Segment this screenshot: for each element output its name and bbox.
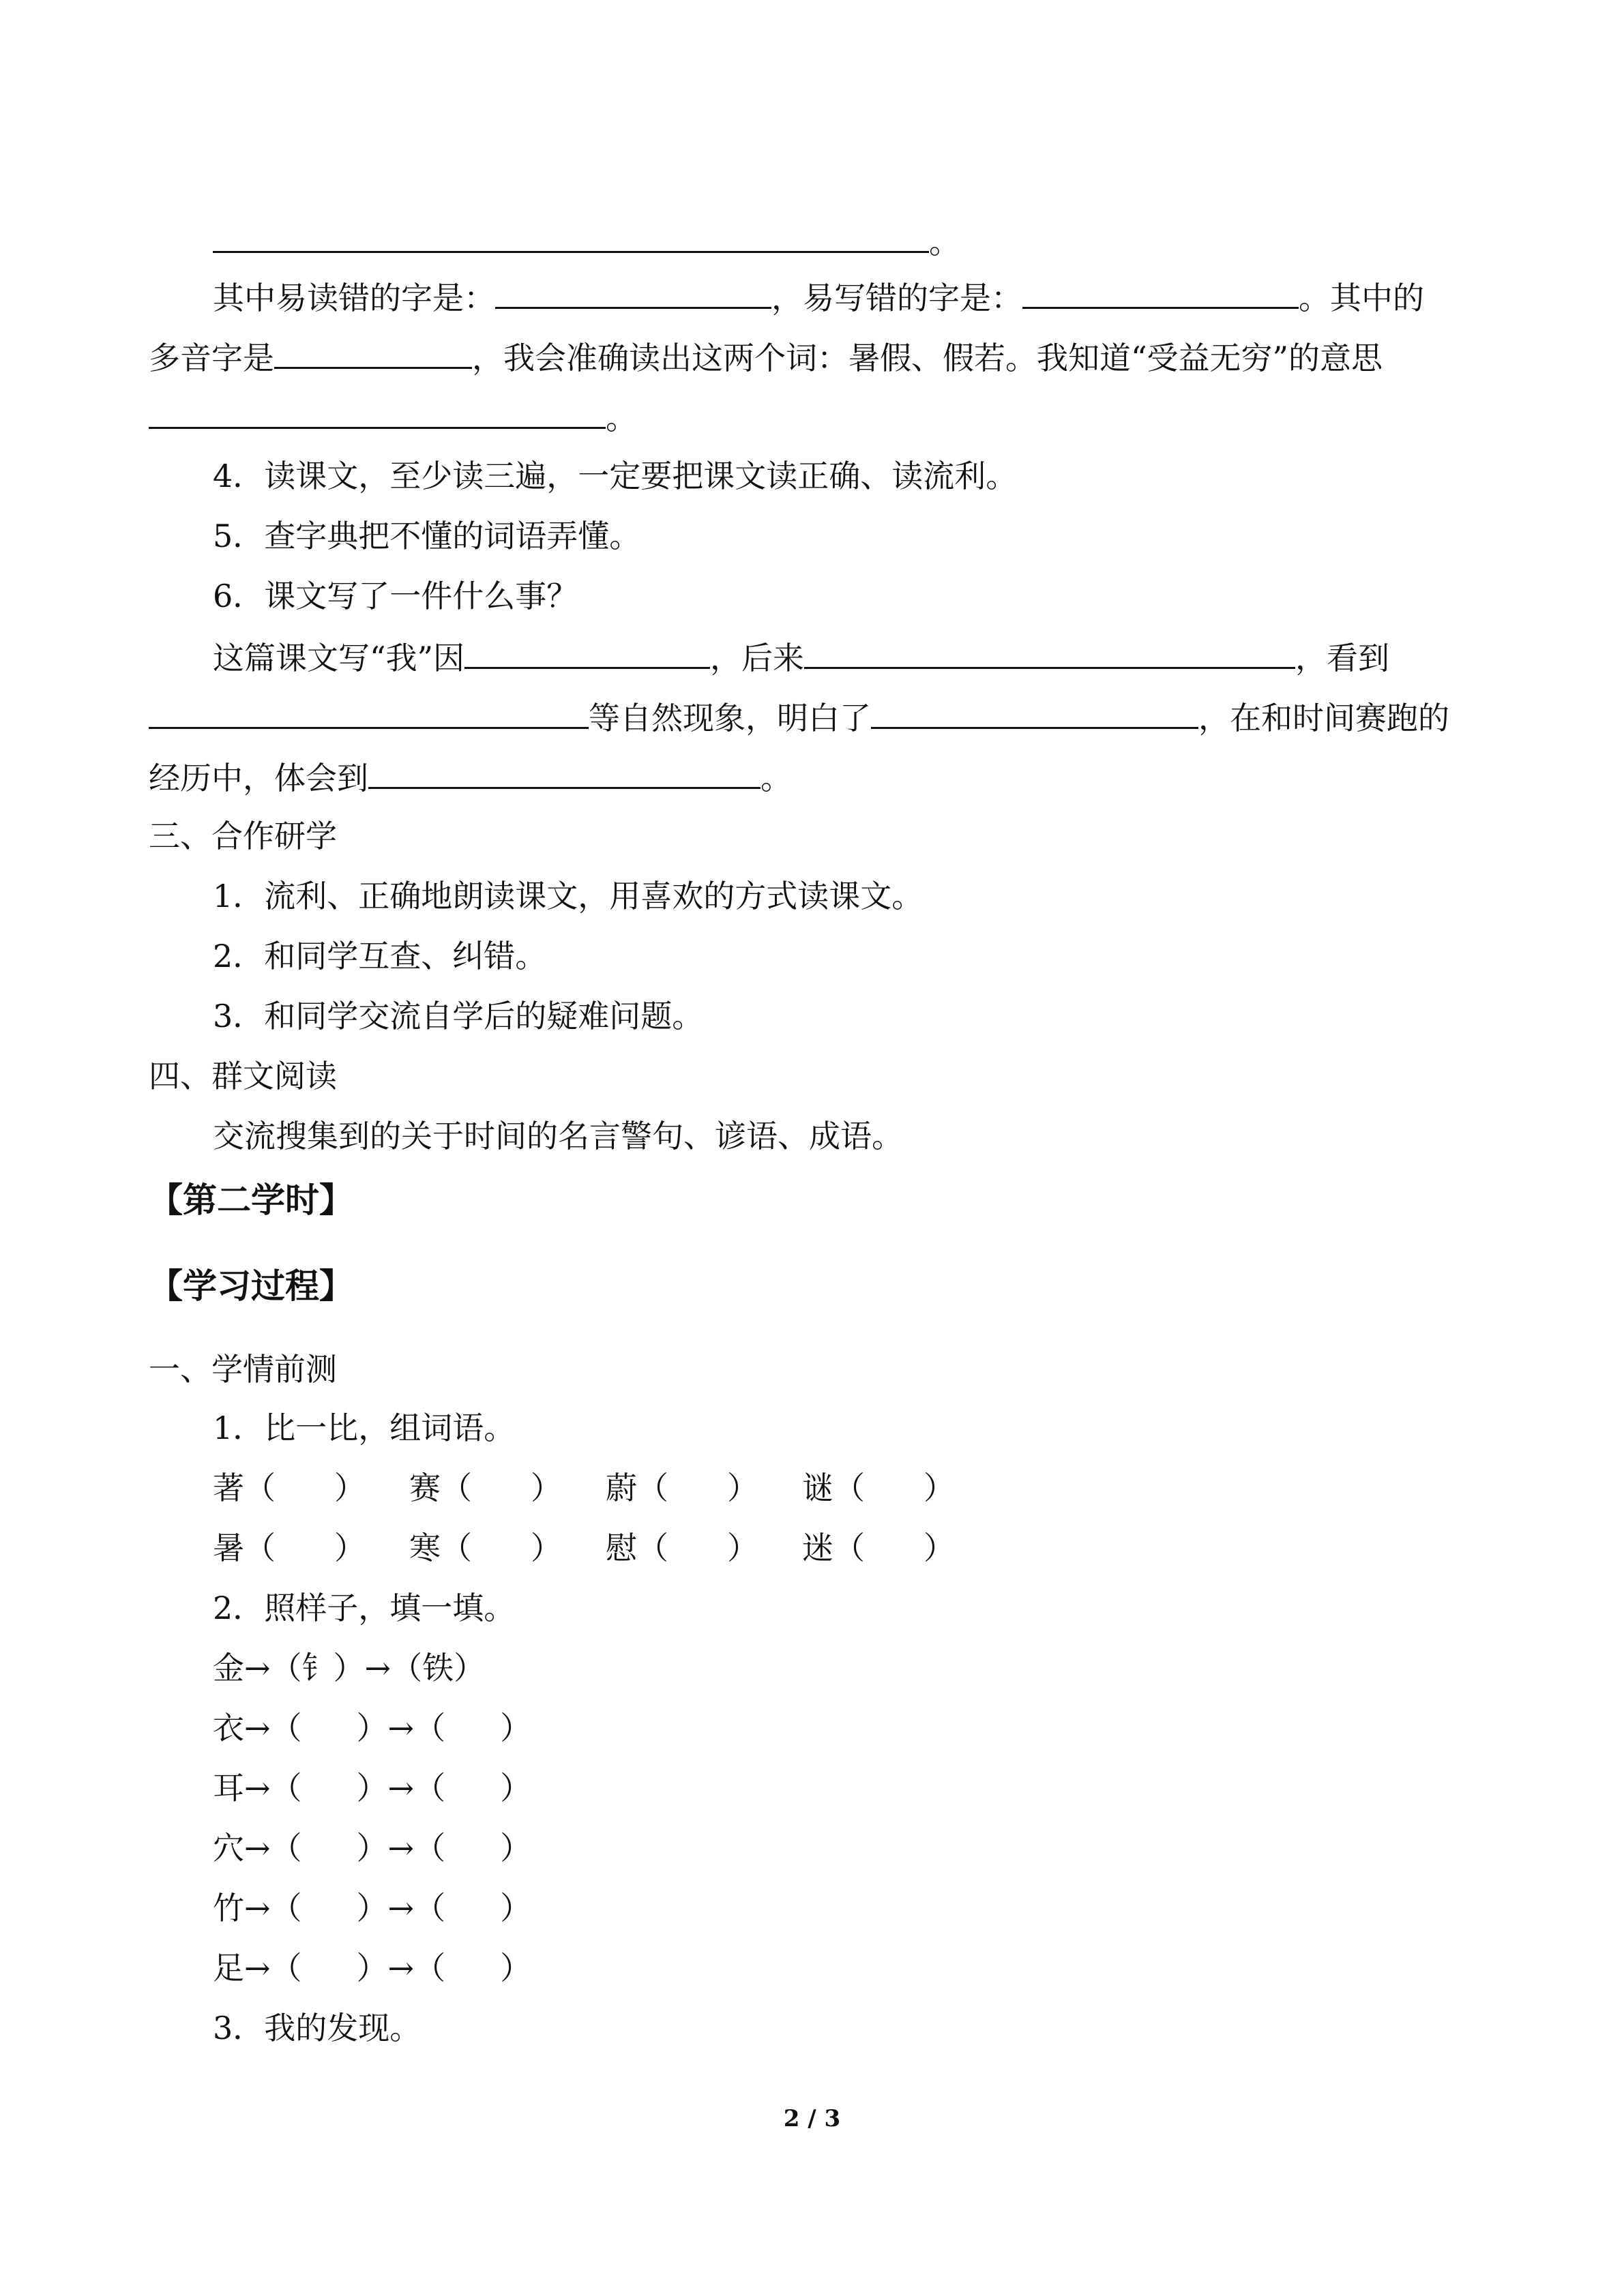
char-cell-close[interactable]: ） xyxy=(727,1530,758,1566)
answer-blank[interactable] xyxy=(274,336,472,369)
answer-blank[interactable] xyxy=(368,756,761,789)
answer-blank[interactable] xyxy=(804,636,1295,669)
heading-second-period: 【第二学时】 xyxy=(149,1180,353,1220)
question-1: 1．比一比，组词语。 xyxy=(213,1410,516,1446)
char-cell: 迷（ xyxy=(802,1530,865,1566)
char-cell: 蔚（ xyxy=(606,1470,668,1506)
radical-row: 穴→（ ）→（ ） xyxy=(213,1830,532,1866)
fill-line-9: 等自然现象，明白了 ，在和时间赛跑的 xyxy=(149,696,1449,736)
list-item: 3．和同学交流自学后的疑难问题。 xyxy=(213,998,704,1034)
char-cell-close[interactable]: ） xyxy=(334,1470,366,1506)
heading-process: 【学习过程】 xyxy=(149,1266,353,1306)
answer-blank[interactable] xyxy=(149,396,606,429)
char-cell-close[interactable]: ） xyxy=(727,1470,758,1506)
answer-blank[interactable] xyxy=(464,636,710,669)
radical-example: 金→（钅）→（铁） xyxy=(213,1650,486,1686)
char-cell-close[interactable]: ） xyxy=(334,1530,366,1566)
radical-row: 竹→（ ）→（ ） xyxy=(213,1890,532,1926)
instruction-6: 6．课文写了一件什么事？ xyxy=(213,578,578,614)
char-cell: 赛（ xyxy=(409,1470,472,1506)
section-title: 四、群文阅读 xyxy=(149,1058,337,1094)
list-item: 1．流利、正确地朗读课文，用喜欢的方式读课文。 xyxy=(213,878,924,914)
char-cell: 慰（ xyxy=(606,1530,668,1566)
answer-blank[interactable] xyxy=(495,275,771,309)
list-item: 2．和同学互查、纠错。 xyxy=(213,938,547,974)
question-2: 2．照样子，填一填。 xyxy=(213,1590,516,1626)
char-cell-close[interactable]: ） xyxy=(924,1470,955,1506)
paragraph: 交流搜集到的关于时间的名言警句、谚语、成语。 xyxy=(213,1118,903,1154)
page-number: 2 / 3 xyxy=(783,2105,841,2132)
char-cell: 著（ xyxy=(213,1470,276,1506)
radical-row: 耳→（ ）→（ ） xyxy=(213,1770,532,1806)
radical-row: 衣→（ ）→（ ） xyxy=(213,1710,532,1746)
char-cell-close[interactable]: ） xyxy=(531,1470,562,1506)
fill-line-2: 其中易读错的字是： ，易写错的字是： 。其中的 xyxy=(213,275,1424,316)
question-3: 3．我的发现。 xyxy=(213,2010,422,2046)
section-title: 一、学情前测 xyxy=(149,1351,337,1388)
answer-blank[interactable] xyxy=(871,696,1198,729)
answer-blank[interactable] xyxy=(149,696,589,729)
fill-line-10: 经历中，体会到 。 xyxy=(149,756,792,796)
fill-line-4: 。 xyxy=(149,396,637,436)
answer-blank[interactable] xyxy=(1022,275,1299,309)
section-title: 三、合作研学 xyxy=(149,818,337,854)
char-cell: 寒（ xyxy=(409,1530,472,1566)
instruction-4: 4．读课文，至少读三遍，一定要把课文读正确、读流利。 xyxy=(213,458,1018,494)
radical-row: 足→（ ）→（ ） xyxy=(213,1950,532,1986)
fill-line-1: 。 xyxy=(213,220,960,260)
char-cell-close[interactable]: ） xyxy=(531,1530,562,1566)
fill-line-3: 多音字是 ，我会准确读出这两个词：暑假、假若。我知道“受益无穷”的意思 xyxy=(149,336,1383,376)
char-cell: 谜（ xyxy=(802,1470,865,1506)
answer-blank[interactable] xyxy=(213,220,929,253)
instruction-5: 5．查字典把不懂的词语弄懂。 xyxy=(213,518,641,554)
char-cell-close[interactable]: ） xyxy=(924,1530,955,1566)
char-cell: 暑（ xyxy=(213,1530,276,1566)
fill-line-8: 这篇课文写“我”因 ，后来 ，看到 xyxy=(213,636,1389,676)
